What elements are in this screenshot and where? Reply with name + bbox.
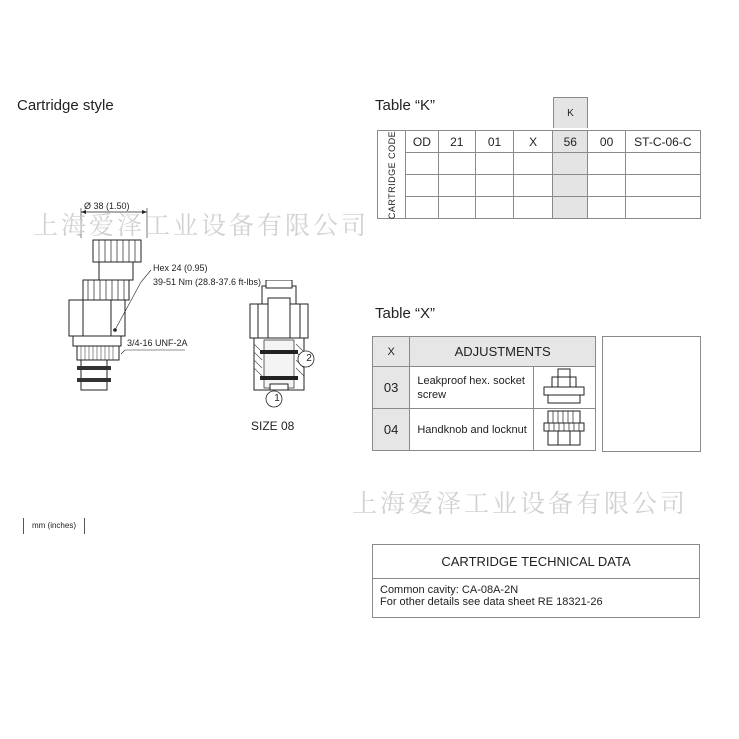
watermark: 上海爱泽工业设备有限公司 <box>33 211 370 240</box>
code-cell: 00 <box>588 131 625 153</box>
handknob-locknut-image <box>534 409 596 451</box>
technical-data-line: For other details see data sheet RE 18321-26 <box>380 596 603 608</box>
empty-cell <box>588 197 625 219</box>
empty-cell <box>553 197 588 219</box>
empty-cell <box>514 153 553 175</box>
empty-cell <box>625 197 700 219</box>
port-2-label: 2 <box>306 353 312 364</box>
empty-cell <box>438 175 475 197</box>
cartridge-style-title: Cartridge style <box>17 97 114 114</box>
code-cell: X <box>514 131 553 153</box>
dim-thread: 3/4-16 UNF-2A <box>127 338 188 348</box>
empty-cell <box>475 153 513 175</box>
empty-cell <box>406 153 439 175</box>
empty-cell <box>475 197 513 219</box>
table-x-col-adjustments: ADJUSTMENTS <box>410 337 596 367</box>
code-cell: ST-C-06-C <box>625 131 700 153</box>
table-k-k-column-header: K <box>553 97 588 128</box>
empty-cell <box>514 175 553 197</box>
adjustment-code: 03 <box>373 367 410 409</box>
size-label: SIZE 08 <box>251 419 295 433</box>
empty-cell <box>553 175 588 197</box>
table-k-title: Table “K” <box>375 97 436 114</box>
empty-cell <box>514 197 553 219</box>
cartridge-code-label: CARTRIDGE CODE <box>378 131 406 219</box>
empty-cell <box>438 153 475 175</box>
section-drawing <box>240 280 320 410</box>
empty-cell <box>475 175 513 197</box>
empty-cell <box>588 175 625 197</box>
technical-data-box <box>372 544 700 618</box>
empty-cell <box>625 153 700 175</box>
table-x <box>372 336 596 451</box>
code-cell: OD <box>406 131 439 153</box>
dim-hex: Hex 24 (0.95) <box>153 263 208 273</box>
adjustment-code: 04 <box>373 409 410 451</box>
empty-cell <box>553 153 588 175</box>
dim-diameter: Ø 38 (1.50) <box>84 201 130 211</box>
technical-data-title: CARTRIDGE TECHNICAL DATA <box>373 545 699 579</box>
table-x-title: Table “X” <box>375 305 436 322</box>
table-x-col-x: X <box>373 337 410 367</box>
code-cell: 01 <box>475 131 513 153</box>
units-note-box <box>23 518 85 534</box>
dim-torque: 39-51 Nm (28.8-37.6 ft-lbs) <box>153 277 262 287</box>
technical-data-line: Common cavity: CA-08A-2N <box>380 584 519 596</box>
watermark: 上海爱泽工业设备有限公司 <box>352 489 689 518</box>
adjustment-description: Leakproof hex. socket screw <box>410 367 534 409</box>
port-1-label: 1 <box>274 393 280 404</box>
empty-cell <box>588 153 625 175</box>
units-note: mm (inches) <box>31 521 76 530</box>
empty-cell <box>406 197 439 219</box>
code-cell: 56 <box>553 131 588 153</box>
empty-cell <box>438 197 475 219</box>
table-k <box>377 130 701 219</box>
empty-box <box>602 336 701 452</box>
leakproof-screw-image <box>534 367 596 409</box>
code-cell: 21 <box>438 131 475 153</box>
empty-cell <box>406 175 439 197</box>
empty-cell <box>625 175 700 197</box>
adjustment-description: Handknob and locknut <box>410 409 534 451</box>
